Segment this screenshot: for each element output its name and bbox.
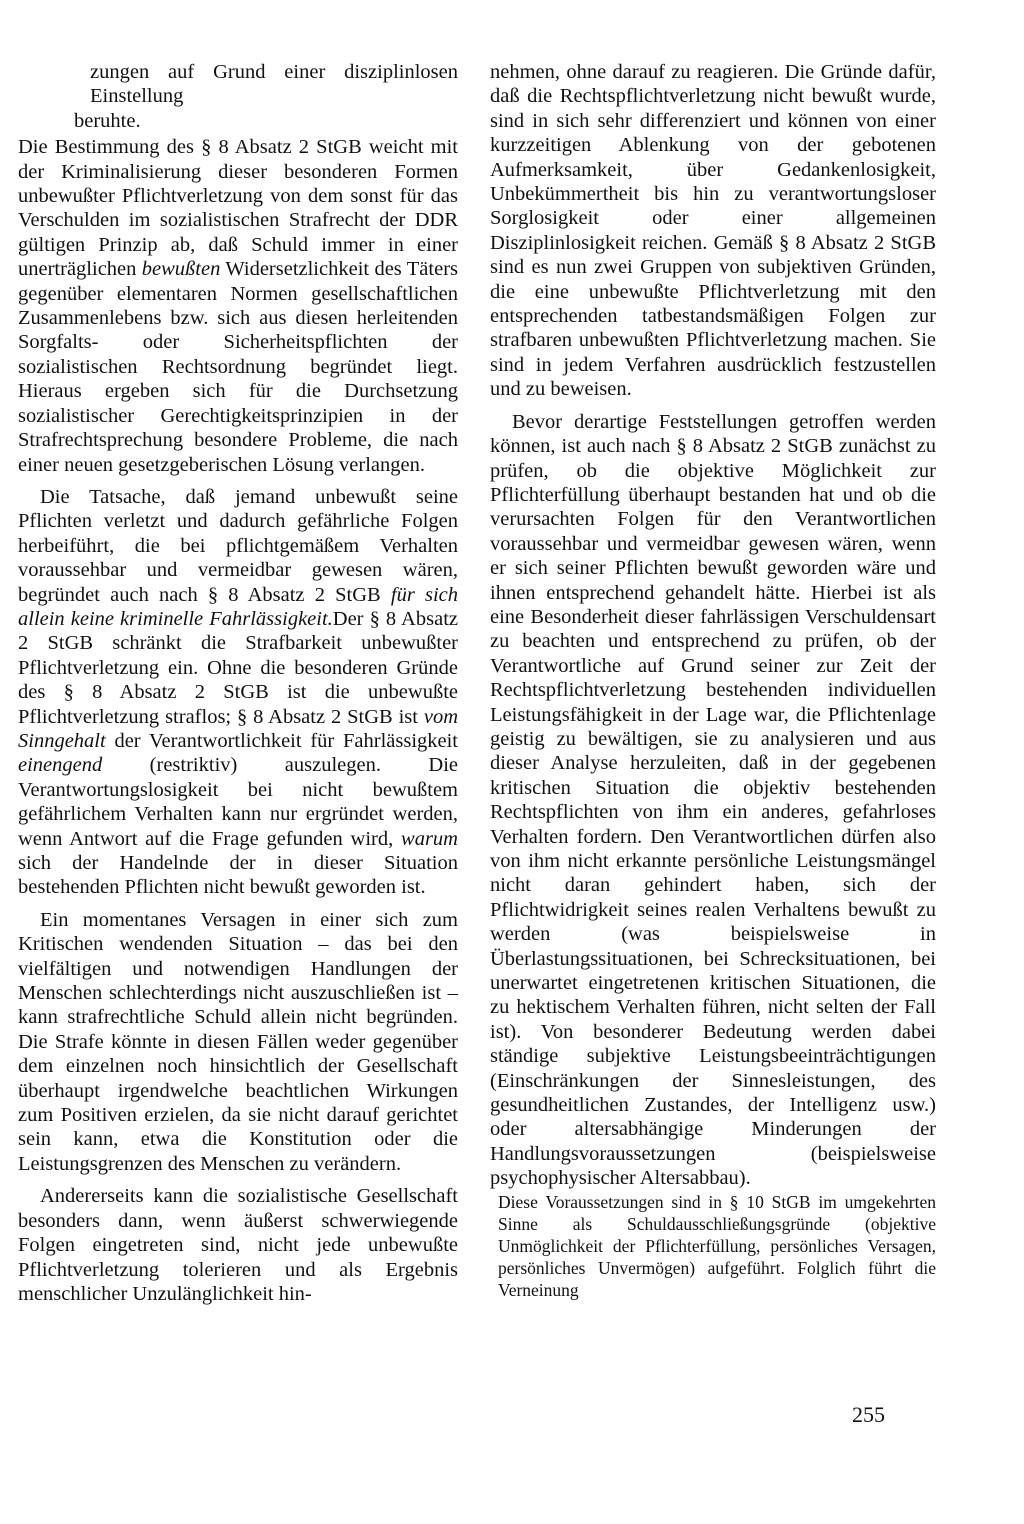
paragraph: nehmen, ohne darauf zu reagieren. Die Gründe dafür, daß die Rechtspflichtverletzung nicht bewußt wurde, sind in sich sehr differenziert und können von einer kurzzeitigen Ablenkung von der gebotenen Aufmerksamkeit, über Gedankenlosigkeit, Unbekümmertheit bis hin zu verantwortungsloser Sorglosigkeit oder einer allgemeinen Disziplinlosigkeit reichen. Gemäß § 8 Absatz 2 StGB sind es nun zwei Gruppen von subjektiven Gründen, die eine unbewußte Pflichtverletzung mit den entsprechenden tatbestandsmäßigen Folgen zur strafbaren unbewußten Pflichtverletzung machen. Sie sind in jedem Verfahren ausdrücklich festzustellen und zu beweisen. (490, 61, 936, 401)
left-column (18, 60, 458, 1306)
emphasis: einengend (18, 754, 103, 777)
emphasis: vom Sinngehalt (18, 705, 458, 752)
emphasis: bewußten (141, 258, 221, 281)
continuation-paragraph-line-2: beruhte. (74, 109, 141, 132)
page-number: 255 (852, 1402, 885, 1427)
emphasis: warum (401, 827, 458, 850)
paragraph: Die Tatsache, daß jemand unbewußt seine Pflichten verletzt und dadurch gefährliche Folgen herbeiführt, die bei pflichtgemäßem Verhalten voraussehbar und vermeidbar gewesen wären, begründet auch nach § 8 Absatz 2 StGB für sich allein keine kriminelle Fahrlässigkeit.Der § 8 Absatz 2 StGB schränkt die Strafbarkeit unbewußter Pflichtverletzung ein. Ohne die besonderen Gründe des § 8 Absatz 2 StGB ist die unbewußte Pflichtverletzung straflos; § 8 Absatz 2 StGB ist vom Sinngehalt der Verantwortlichkeit für Fahrlässigkeit einengend (restriktiv) auszulegen. Die Verantwortungslosigkeit bei nicht bewußtem gefährlichem Verhalten kann nur ergründet werden, wenn Antwort auf die Frage gefunden wird, warum sich der Handelnde der in dieser Situation bestehenden Pflichten nicht bewußt geworden ist. (18, 485, 458, 899)
continuation-paragraph-line-1: zungen auf Grund einer disziplinlosen Einstellung (90, 61, 458, 108)
right-column (490, 60, 936, 1301)
paragraph: Bevor derartige Feststellungen getroffen werden können, ist auch nach § 8 Absatz 2 StGB zunächst zu prüfen, ob die objektive Möglichkeit zur Pflichterfüllung überhaupt bestanden hat und ob die verursachten Folgen für den Verantwortlichen voraussehbar und vermeidbar gewesen wären, wenn er sich seiner Pflichten bewußt geworden wäre und ihnen entsprechend gehandelt hätte. Hierbei ist als eine Besonderheit dieser fahrlässigen Verschuldensart zu beachten und entsprechend zu prüfen, ob der Verantwortliche auf Grund seiner zur Zeit der Rechtspflichtverletzung bestehenden individuellen Leistungsfähigkeit in der Lage war, die Pflichtenlage geistig zu bewältigen, sie zu analysieren und aus dieser Analyse herzuleiten, daß in der gegebenen kritischen Situation die objektiv bestehenden Rechtspflichten von ihm ein anderes, gefahrloses Verhalten fordern. Den Verantwortlichen dürfen also von ihm nicht erkannte persönliche Leistungsmängel nicht daran gehindert haben, sich der Pflichtwidrigkeit seines realen Verhaltens bewußt zu werden (was beispielsweise in Überlastungssituationen, bei Schrecksituationen, bei unerwartet eingetretenen kritischen Situationen, die zu hektischem Verhalten führen, nicht selten der Fall ist). Von besonderer Bedeutung werden dabei ständige subjektive Leistungsbeeinträchtigungen (Einschränkungen der Sinnesleistungen, des gesundheitlichen Zustandes, der Intelligenz usw.) oder altersabhängige Minderungen der Handlungsvoraussetzungen (beispielsweise psychophysischer Altersabbau). (490, 410, 936, 1190)
footnote: Diese Voraussetzungen sind in § 10 StGB im umgekehrten Sinne als Schuldausschließungsgründe (objektive Unmöglichkeit der Pflichterfüllung, persönliches Versagen, persönliches Unvermögen) aufgeführt. Folglich führt die Verneinung (498, 1191, 936, 1300)
paragraph: Ein momentanes Versagen in einer sich zum Kritischen wendenden Situation – das bei den vielfältigen und notwendigen Handlungen der Menschen schlechterdings nicht auszuschließen ist – kann strafrechtliche Schuld allein nicht begründen. Die Strafe könnte in diesen Fällen weder gegenüber dem einzelnen noch hinsichtlich der Gesellschaft überhaupt irgendwelche beachtlichen Wirkungen zum Positiven erzielen, da sie nicht darauf gerichtet sein kann, etwa die Konstitution oder die Leistungsgrenzen des Menschen zu verändern. (18, 908, 458, 1175)
paragraph: Die Bestimmung des § 8 Absatz 2 StGB weicht mit der Kriminalisierung dieser besonderen Formen unbewußter Pflichtverletzung von dem sonst für das Verschulden im sozialistischen Strafrecht der DDR gültigen Prinzip ab, daß Schuld immer in einer unerträglichen bewußten Widersetzlichkeit des Täters gegenüber elementaren Normen gesellschaftlichen Zusammenlebens bzw. sich aus diesen herleitenden Sorgfalts- oder Sicherheitspflichten der sozialistischen Rechtsordnung begründet liegt. Hieraus ergeben sich für die Durchsetzung sozialistischer Gerechtigkeitsprinzipien in der Strafrechtsprechung besondere Probleme, die nach einer neuen gesetzgeberischen Lösung verlangen. (18, 136, 459, 476)
paragraph: Andererseits kann die sozialistische Gesellschaft besonders dann, wenn äußerst schwerwiegende Folgen eingetreten sind, nicht jede unbewußte Pflichtverletzung tolerieren und als Ergebnis menschlicher Unzulänglichkeit hin- (18, 1185, 458, 1305)
emphasis: für sich allein keine kriminelle Fahrlässigkeit. (18, 583, 458, 630)
